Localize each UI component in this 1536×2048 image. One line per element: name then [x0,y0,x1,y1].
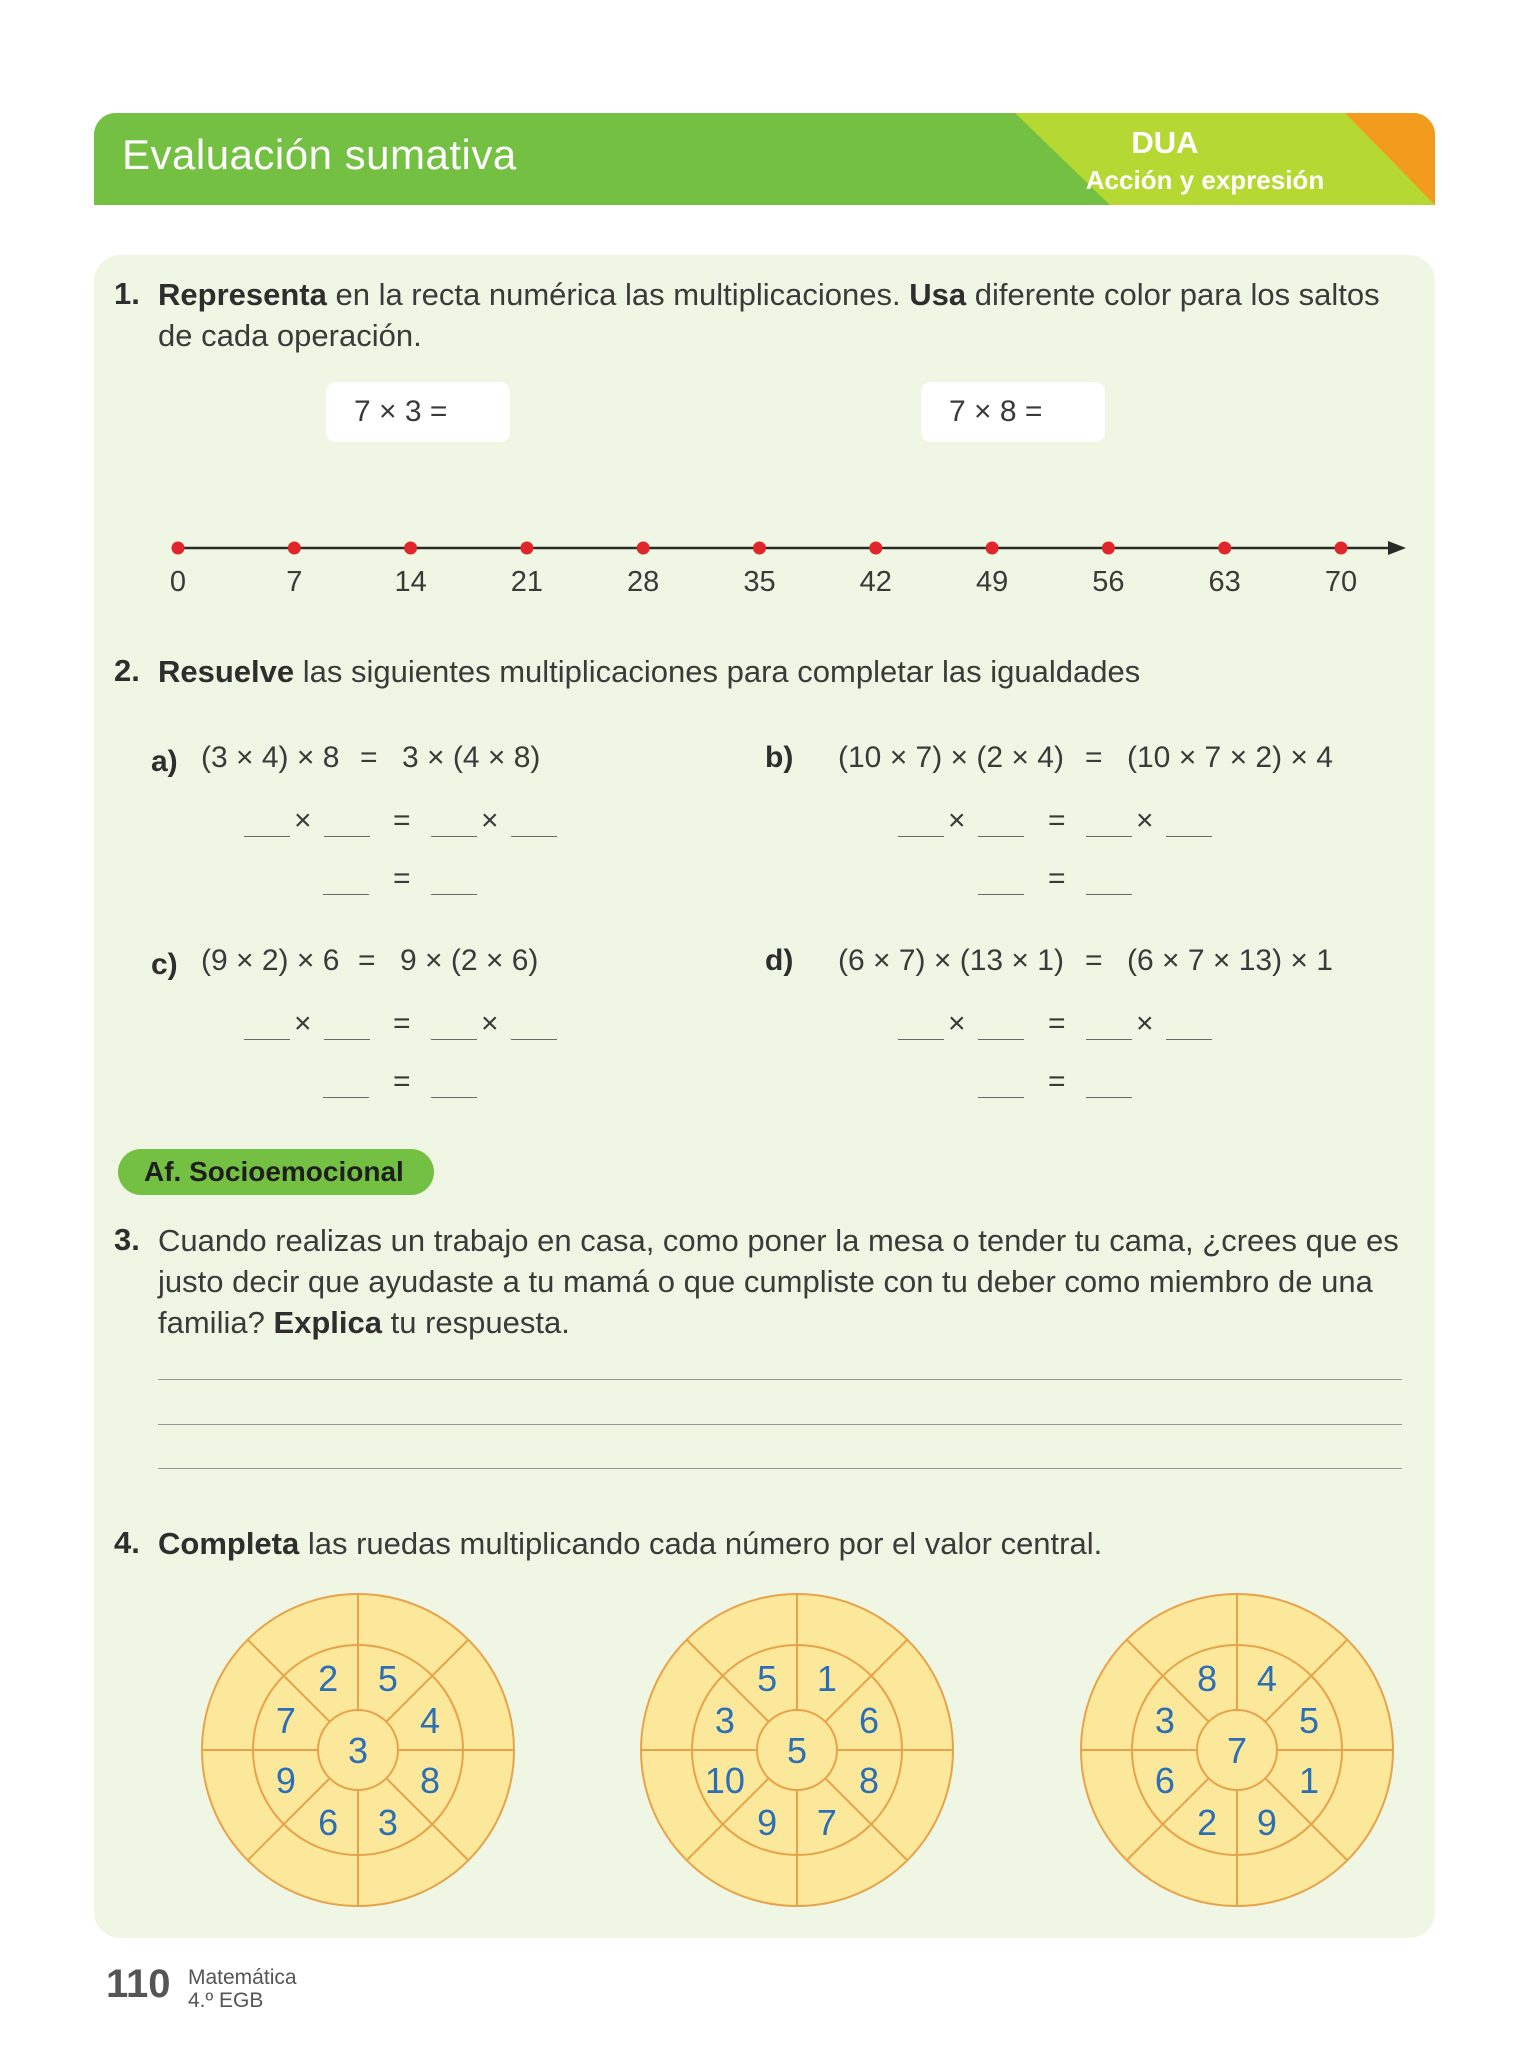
number-line-label-63: 63 [1208,566,1241,598]
q2a-equals-row2: = [393,862,411,895]
q2a-equals-row1: = [393,804,411,837]
q2d-right: (6 × 7 × 13) × 1 [1127,944,1333,977]
q2b-eq: = [1085,741,1103,774]
q2c-times-1: × [294,1007,312,1040]
q2c-eq: = [358,944,376,977]
wheel-number: 5 [377,1657,398,1699]
wheel-number: 6 [318,1802,339,1844]
q2b-label: b) [765,741,794,774]
wheel-number: 2 [1197,1802,1218,1844]
wheel-3 [1081,1594,1393,1906]
wheel-number: 8 [420,1759,441,1801]
number-line-label-42: 42 [859,566,892,598]
wheel-number: 7 [275,1700,296,1742]
dua-label: DUA [1131,125,1199,160]
q2c-times-2: × [481,1007,499,1040]
q3-number: 3. [114,1222,140,1257]
dua-subtitle: Acción y expresión [1085,165,1325,195]
q2d-times-1: × [948,1007,966,1040]
wheel-number: 9 [1256,1802,1277,1844]
q1-box-7x8-text: 7 × 8 = [949,395,1043,428]
q2d-left: (6 × 7) × (13 × 1) [838,944,1064,977]
wheel-number: 5 [757,1657,778,1699]
wheel-center-value: 3 [347,1730,369,1771]
wheel-number: 8 [1197,1657,1218,1699]
q3-text-end: tu respuesta. [382,1305,570,1340]
q2b-equals-row2: = [1048,862,1066,895]
q3-verb-explain: Explica [273,1305,382,1340]
q2d-label: d) [765,944,794,977]
wheel-center-value: 5 [786,1730,808,1771]
q3-text: Cuando realizas un trabajo en casa, como poner la mesa o tender tu cama, ¿crees que es justo decir que ayudaste a tu mamá o que cumpliste con tu deber como miembro de una familia? [158,1223,1399,1340]
wheel-number: 4 [1256,1657,1277,1699]
q1-verb-represent: Representa [158,277,327,312]
wheel-number: 3 [1154,1700,1175,1742]
wheel-number: 9 [757,1802,778,1844]
wheel-number: 1 [816,1657,837,1699]
number-line-label-28: 28 [627,566,660,598]
q2d-times-2: × [1136,1007,1154,1040]
q1-box-7x3-text: 7 × 3 = [354,395,448,428]
q2c-label: c) [151,948,178,981]
number-line-label-35: 35 [743,566,776,598]
q4-number: 4. [114,1525,140,1560]
q2b-left: (10 × 7) × (2 × 4) [838,741,1064,774]
q2b-right: (10 × 7 × 2) × 4 [1127,741,1333,774]
q2d-eq: = [1085,944,1103,977]
q1-text-part2: diferente color para los saltos de cada operación. [158,277,1380,353]
number-line-label-56: 56 [1092,566,1125,598]
q2-text: las siguientes multiplicaciones para completar las igualdades [294,654,1141,689]
q2-verb-solve: Resuelve [158,654,295,689]
page-title: Evaluación sumativa [122,131,517,178]
page-number: 110 [106,1962,171,2006]
wheel-2 [641,1594,953,1906]
wheel-number: 9 [275,1759,296,1801]
q2b-equals-row1: = [1048,804,1066,837]
wheel-number: 3 [714,1700,735,1742]
q2c-equals-row2: = [393,1065,411,1098]
number-line-label-21: 21 [510,566,544,598]
wheel-number: 5 [1299,1700,1320,1742]
q2a-eq: = [360,741,378,774]
wheel-1 [202,1594,514,1906]
wheel-number: 6 [859,1700,880,1742]
q2b-times-2: × [1136,804,1154,837]
number-line-label-49: 49 [975,566,1009,598]
socioemotional-badge: Af. Socioemocional [118,1149,434,1195]
wheel-number: 10 [704,1759,745,1801]
wheel-number: 2 [318,1657,339,1699]
wheel-number: 8 [859,1759,880,1801]
q2a-times-1: × [294,804,312,837]
q2c-right: 9 × (2 × 6) [400,944,539,977]
q2c-equals-row1: = [393,1007,411,1040]
q4-text: las ruedas multiplicando cada número por el valor central. [299,1526,1103,1561]
q2b-times-1: × [948,804,966,837]
q1-text-part1: en la recta numérica las multiplicaciones. [326,277,910,312]
q2a-label: a) [151,745,178,778]
wheel-number: 6 [1154,1759,1175,1801]
q2c-left: (9 × 2) × 6 [201,944,340,977]
grade-level: 4.º EGB [188,1989,264,2012]
wheel-number: 7 [816,1802,837,1844]
q4-verb-complete: Completa [158,1526,300,1561]
q1-verb-use: Usa [909,277,967,312]
number-line-label-70: 70 [1324,566,1358,598]
number-line-label-7: 7 [286,566,303,598]
q1-number: 1. [114,276,140,311]
wheel-number: 3 [377,1802,398,1844]
subject-name: Matemática [188,1966,297,1989]
q2-number: 2. [114,653,140,688]
number-line-label-14: 14 [394,566,427,598]
number-line-label-0: 0 [169,566,187,598]
q2a-left: (3 × 4) × 8 [201,741,340,774]
q2a-right: 3 × (4 × 8) [402,741,541,774]
subject-label [188,1966,297,2012]
q2d-equals-row1: = [1048,1007,1066,1040]
wheel-center-value: 7 [1226,1730,1248,1771]
wheel-number: 1 [1299,1759,1320,1801]
q2d-equals-row2: = [1048,1065,1066,1098]
q2a-times-2: × [481,804,499,837]
wheel-number: 4 [420,1700,441,1742]
